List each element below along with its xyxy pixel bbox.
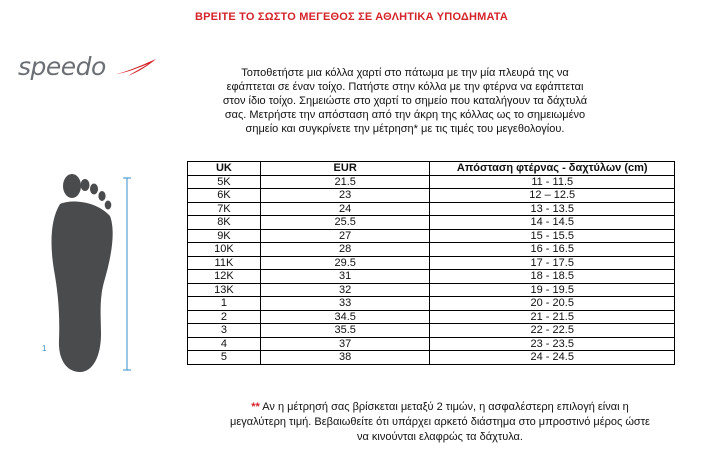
table-row: 8K 25.5 14 - 14.5	[188, 216, 675, 230]
foot-measurement-illustration	[38, 172, 138, 382]
table-row: 11K 29.5 17 - 17.5	[188, 256, 675, 270]
table-header-row	[188, 162, 675, 176]
table-row: 12K 31 18 - 18.5	[188, 270, 675, 284]
table-row: 10K 28 16 - 16.5	[188, 243, 675, 257]
table-row: 6K 23 12 – 12.5	[188, 189, 675, 203]
ruler-label: 1	[42, 344, 47, 353]
table-row: 2 34.5 21 - 21.5	[188, 310, 675, 324]
header-uk: UK	[188, 162, 261, 176]
table-row: 5K 21.5 11 - 11.5	[188, 175, 675, 189]
footnote-marker: **	[251, 401, 260, 413]
page-title: ΒΡΕΙΤΕ ΤΟ ΣΩΣΤΟ ΜΕΓΕΘΟΣ ΣΕ ΑΘΛΗΤΙΚΑ ΥΠΟΔΗΜΑΤΑ	[194, 11, 509, 23]
table-row: 9K 27 15 - 15.5	[188, 229, 675, 243]
speedo-logo	[18, 52, 158, 88]
boomerang-icon	[114, 58, 158, 80]
table-row: 4 37 23 - 23.5	[188, 337, 675, 351]
table-row: 1 33 20 - 20.5	[188, 297, 675, 311]
table-row: 3 35.5 22 - 22.5	[188, 324, 675, 338]
logo-text: speedo	[18, 52, 106, 81]
table-row: 13K 32 19 - 19.5	[188, 283, 675, 297]
header-eur: EUR	[260, 162, 430, 176]
header-heel-toe-distance: Απόσταση φτέρνας - δαχτύλων (cm)	[430, 162, 675, 176]
table-row: 7K 24 13 - 13.5	[188, 202, 675, 216]
footnote: ** Αν η μέτρησή σας βρίσκεται μεταξύ 2 τιμών, η ασφαλέστερη επιλογή είναι η μεγαλύτερη τιμή. Βεβαιωθείτε ότι υπάρχει αρκετό διάστημα στο μπροστινό μέρος ώστε να κινούνται ελαφρώς τα δάχτυλα.	[230, 401, 650, 443]
size-chart-table	[187, 161, 675, 365]
instructions-text: Τοποθετήστε μια κόλλα χαρτί στο πάτωμα με την μία πλευρά της να εφάπτεται σε έναν τοίχο. Πατήστε στην κόλλα με την φτέρνα να εφάπτεται στον ίδιο τοίχο. Σημειώστε στο χαρτί το σημείο που καταλήγουν τα δάχτυλά σας. Μετρήστε την απόσταση από την άκρη της κόλλας ως το σημειωμένο σημείο και συγκρίνετε την μέτρηση* με τις τιμές του μεγεθολογίου.	[222, 67, 588, 135]
table-row: 5 38 24 - 24.5	[188, 351, 675, 365]
